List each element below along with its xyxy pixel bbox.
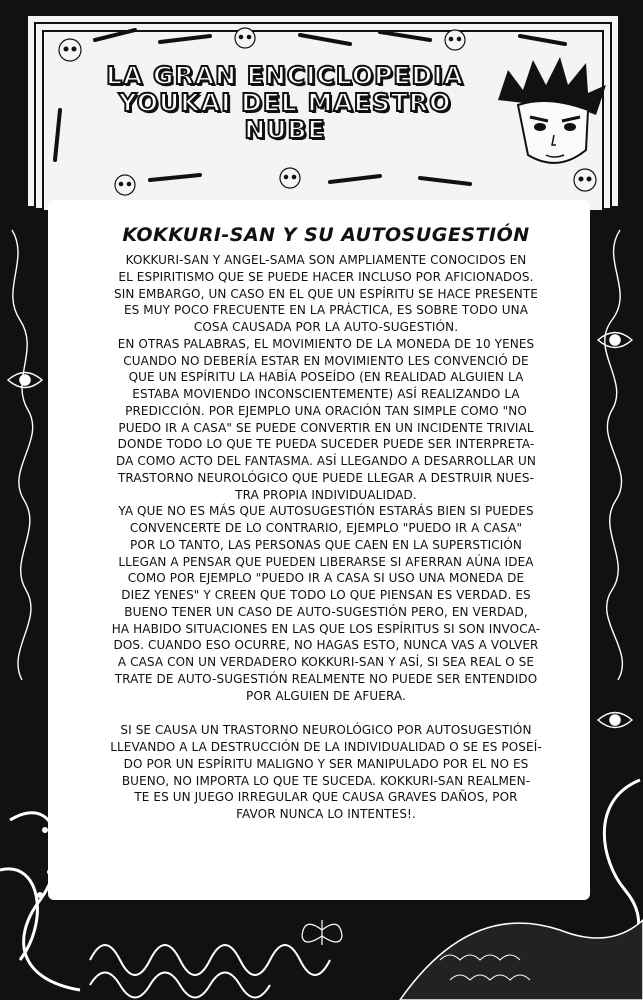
text-line: CUANDO NO DEBERÍA ESTAR EN MOVIMIENTO LES CONVENCIÓ DE (123, 353, 529, 368)
text-line: QUE UN ESPÍRITU LA HABÍA POSEÍDO (EN REALIDAD ALGUIEN LA (128, 370, 524, 385)
text-line: POR LO TANTO, LAS PERSONAS QUE CAEN EN LA SUPERSTICIÓN (129, 537, 522, 552)
text-line: SIN EMBARGO, UN CASO EN EL QUE UN ESPÍRITU SE HACE PRESENTE (113, 286, 538, 301)
text-line: LLEVANDO A LA DESTRUCCIÓN DE LA INDIVIDUALIDAD O SE ES POSEÍ- (110, 740, 542, 754)
text-line: HA HABIDO SITUACIONES EN LAS QUE LOS ESPÍRITUS SI SON INVOCA- (111, 621, 541, 636)
text-line: TRATE DE AUTO-SUGESTIÓN REALMENTE NO PUEDE SER ENTENDIDO (114, 671, 538, 686)
text-line: TRASTORNO NEUROLÓGICO QUE PUEDE LLEGAR A DESTRUIR NUES- (117, 470, 535, 485)
text-line: TE ES UN JUEGO IRREGULAR QUE CAUSA GRAVES DAÑOS, POR (134, 790, 518, 805)
paragraph-1 (68, 252, 584, 336)
text-line: BUENO, NO IMPORTA LO QUE TE SUCEDA. KOKKURI-SAN REALMEN- (121, 773, 531, 788)
text-line: ESTABA MOVIENDO INCONSCIENTEMENTE) ASÍ REALIZANDO LA (132, 387, 520, 401)
paragraph-2 (68, 336, 584, 504)
text-line: LLEGAN A PENSAR QUE PUEDEN LIBERARSE SI AFERRAN AÚNA IDEA (118, 554, 534, 569)
paragraph-4 (68, 722, 584, 823)
text-line: COMO POR EJEMPLO "PUEDO IR A CASA SI USO UNA MONEDA DE (127, 571, 525, 586)
text-line: TRA PROPIA INDIVIDUALIDAD. (235, 487, 417, 502)
page-title (75, 62, 495, 143)
text-line: DA COMO ACTO DEL FANTASMA. ASÍ LLEGANDO A DESARROLLAR UN (115, 454, 536, 468)
text-line: POR ALGUIEN DE AFUERA. (246, 688, 406, 703)
text-line: PREDICCIÓN. POR EJEMPLO UNA ORACIÓN TAN SIMPLE COMO "NO (125, 403, 527, 418)
text-line: DIEZ YENES" Y CREEN QUE TODO LO QUE PIENSAN ES VERDAD. ES (121, 588, 531, 602)
squiggle-decoration (90, 945, 330, 998)
text-line: YA QUE NO ES MÁS QUE AUTOSUGESTIÓN ESTARÁS BIEN SI PUEDES (118, 504, 534, 519)
article-title: KOKKURI-SAN Y SU AUTOSUGESTIÓN (122, 224, 530, 246)
article-content (68, 224, 584, 823)
text-line: DO POR UN ESPÍRITU MALIGNO Y SER MANIPULADO POR EL NO ES (123, 756, 529, 771)
text-line: CONVENCERTE DE LO CONTRARIO, EJEMPLO "PUEDO IR A CASA" (129, 521, 523, 535)
text-line: DONDE TODO LO QUE TE PUEDA SUCEDER PUEDE SER INTERPRETA- (117, 437, 535, 452)
butterfly-icon (302, 920, 342, 945)
text-line: DOS. CUANDO ESO OCURRE, NO HAGAS ESTO, NUNCA VAS A VOLVER (113, 638, 539, 653)
text-line: EN OTRAS PALABRAS, EL MOVIMIENTO DE LA MONEDA DE 10 YENES (117, 336, 535, 351)
text-line: KOKKURI-SAN Y ANGEL-SAMA SON AMPLIAMENTE CONOCIDOS EN (125, 253, 527, 267)
text-line: A CASA CON UN VERDADERO KOKKURI-SAN Y ASÍ, SI SEA REAL O SE (117, 655, 535, 669)
character-portrait (488, 55, 608, 175)
text-line: PUEDO IR A CASA" SE PUEDE CONVERTIR EN UN INCIDENTE TRIVIAL (118, 420, 534, 435)
text-line: ES MUY POCO FRECUENTE EN LA PRÁCTICA, ES SOBRE TODO UNA (123, 303, 529, 318)
text-line: COSA CAUSADA POR LA AUTO-SUGESTIÓN. (193, 320, 459, 334)
text-line: BUENO TENER UN CASO DE AUTO-SUGESTIÓN PERO, EN VERDAD, (124, 604, 528, 619)
text-line: FAVOR NUNCA LO INTENTES!. (236, 807, 416, 821)
text-line: SI SE CAUSA UN TRASTORNO NEUROLÓGICO POR AUTOSUGESTIÓN (120, 723, 532, 738)
title-line-2: YOUKAI DEL MAESTRO (118, 88, 452, 117)
paragraph-gap (68, 704, 584, 722)
bottom-creature (400, 920, 643, 1000)
title-line-3: NUBE (244, 115, 326, 144)
paragraph-3 (68, 503, 584, 704)
title-line-1: LA GRAN ENCICLOPEDIA (106, 61, 464, 90)
text-line: EL ESPIRITISMO QUE SE PUEDE HACER INCLUSO POR AFICIONADOS. (118, 269, 534, 284)
